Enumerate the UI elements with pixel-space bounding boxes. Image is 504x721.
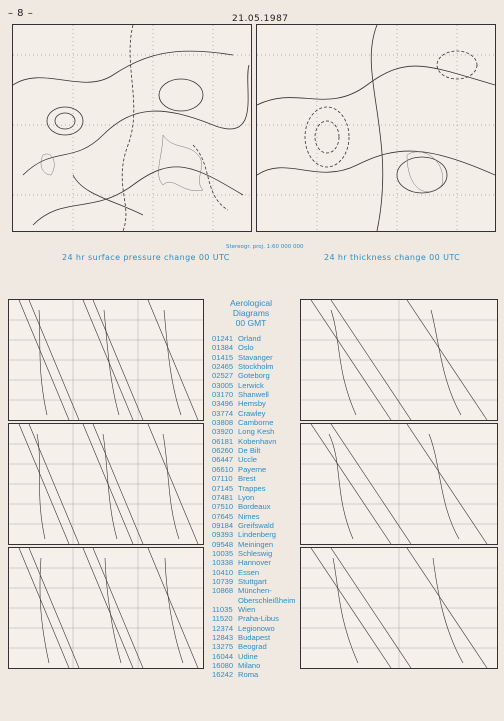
station-name: München- <box>238 586 272 596</box>
station-code: 07510 <box>212 502 234 512</box>
station-name: Oberschleißheim <box>238 595 296 605</box>
station-code: 10739 <box>212 576 234 586</box>
station-code: 01241 <box>212 334 234 343</box>
thickness-map-drawing <box>257 25 495 231</box>
station-row <box>212 549 300 558</box>
station-row <box>212 586 300 595</box>
station-code: 10035 <box>212 548 234 558</box>
station-code: 11520 <box>212 614 233 624</box>
station-name: Lyon <box>238 492 255 502</box>
station-row <box>212 661 300 670</box>
station-row <box>212 381 300 390</box>
station-row <box>212 530 300 539</box>
station-code: 10868 <box>212 586 234 596</box>
station-code: 11035 <box>212 604 233 614</box>
page-number: – 8 – <box>8 8 34 19</box>
aerological-diagram-block-2 <box>8 423 204 545</box>
station-code: 07645 <box>212 511 234 521</box>
pressure-map-drawing <box>13 25 251 231</box>
station-name: Essen <box>238 567 260 577</box>
station-name: Lindenberg <box>238 530 277 540</box>
station-code: 06610 <box>212 464 234 474</box>
station-code: 16080 <box>212 661 234 671</box>
station-name: Stavanger <box>238 352 273 362</box>
sounding-diagram <box>301 424 497 544</box>
title-line-2: Diagrams <box>232 308 270 318</box>
station-name: Camborne <box>238 418 274 428</box>
station-name: Goteborg <box>238 371 270 381</box>
station-row <box>212 642 300 651</box>
station-code: 16044 <box>212 651 234 661</box>
title-line-3: 00 GMT <box>235 318 267 328</box>
station-code: 03920 <box>212 427 234 437</box>
station-name: Udine <box>238 651 258 661</box>
station-name: Crawley <box>238 408 266 418</box>
station-name: Bordeaux <box>238 502 271 512</box>
pressure-map-caption: 24 hr surface pressure change 00 UTC <box>62 253 230 262</box>
station-name: Hemsby <box>238 399 266 409</box>
station-name: Oslo <box>238 343 254 353</box>
sounding-diagram <box>9 548 203 668</box>
station-code: 03170 <box>212 390 234 400</box>
thickness-change-map <box>256 24 496 232</box>
station-row <box>212 390 300 399</box>
station-name: De Bilt <box>238 446 261 456</box>
station-code: 12374 <box>212 623 234 633</box>
station-row <box>212 624 300 633</box>
station-row <box>212 512 300 521</box>
station-name: Nimes <box>238 511 260 521</box>
station-row <box>212 577 300 586</box>
station-row <box>212 334 300 343</box>
station-code: 07110 <box>212 474 233 484</box>
station-name: Brest <box>238 474 256 484</box>
station-name: Schleswig <box>238 548 273 558</box>
station-code: 06260 <box>212 446 234 456</box>
sounding-diagram <box>9 424 203 544</box>
station-name: Orland <box>238 334 261 343</box>
station-name: Shanwell <box>238 390 269 400</box>
station-code: 03496 <box>212 399 234 409</box>
station-row <box>212 446 300 455</box>
station-name: Trappes <box>238 483 266 493</box>
station-code: 07145 <box>212 483 234 493</box>
aerological-diagram-block-3 <box>8 547 204 669</box>
station-row <box>212 540 300 549</box>
station-list <box>212 334 300 680</box>
station-name: Budapest <box>238 633 271 642</box>
station-name: Stuttgart <box>238 576 267 586</box>
station-name: Long Kesh <box>238 427 275 437</box>
station-code: 03005 <box>212 380 234 390</box>
sounding-diagram <box>9 300 203 420</box>
station-name: Hannover <box>238 558 271 568</box>
station-name: Payerne <box>238 464 267 474</box>
station-code: 09548 <box>212 539 234 549</box>
station-name: Beograd <box>238 642 267 652</box>
station-row <box>212 484 300 493</box>
title-line-1: Aerological <box>229 298 273 308</box>
station-row <box>212 455 300 464</box>
station-name: Roma <box>238 670 259 680</box>
aerological-diagram-block-6 <box>300 547 498 669</box>
sounding-diagram <box>301 300 497 420</box>
station-code: 03774 <box>212 408 234 418</box>
station-code: 09393 <box>212 530 234 540</box>
page-date: 21.05.1987 <box>232 14 289 24</box>
station-code <box>212 596 238 605</box>
station-row <box>212 474 300 483</box>
station-row <box>212 418 300 427</box>
station-row <box>212 614 300 623</box>
station-row <box>212 493 300 502</box>
station-name: Milano <box>238 661 261 671</box>
station-row <box>212 409 300 418</box>
station-row <box>212 558 300 567</box>
station-name: Legionowo <box>238 623 275 633</box>
station-code: 16242 <box>212 670 234 680</box>
station-row <box>212 633 300 642</box>
station-code: 03808 <box>212 418 234 428</box>
sounding-diagram <box>301 548 497 668</box>
station-name: Uccle <box>238 455 257 465</box>
station-name: Greifswald <box>238 520 274 530</box>
station-row <box>212 502 300 511</box>
station-row <box>212 605 300 614</box>
thickness-map-caption: 24 hr thickness change 00 UTC <box>324 253 461 262</box>
station-row <box>212 652 300 661</box>
station-code: 07481 <box>212 492 234 502</box>
station-row <box>212 399 300 408</box>
station-row <box>212 437 300 446</box>
station-row <box>212 670 300 679</box>
station-code: 06181 <box>212 436 234 446</box>
station-row <box>212 371 300 380</box>
station-code: 12843 <box>212 633 234 642</box>
station-code: 10338 <box>212 558 234 568</box>
station-name: Praha-Libus <box>238 614 279 624</box>
projection-note: Stereogr. proj. 1:60 000 000 <box>226 244 304 250</box>
station-name: Stockholm <box>238 362 274 372</box>
station-code: 10410 <box>212 567 234 577</box>
station-row <box>212 353 300 362</box>
aerological-diagram-block-1 <box>8 299 204 421</box>
station-code: 02465 <box>212 362 234 372</box>
station-list-panel <box>212 298 300 680</box>
station-name: Wien <box>238 604 256 614</box>
station-code: 13275 <box>212 642 234 652</box>
station-row <box>212 568 300 577</box>
station-list-title <box>202 298 300 328</box>
station-code: 02527 <box>212 371 234 381</box>
station-code: 01415 <box>212 352 234 362</box>
station-name: Kobenhavn <box>238 436 277 446</box>
surface-pressure-change-map <box>12 24 252 232</box>
station-code: 06447 <box>212 455 234 465</box>
aerological-diagram-block-4 <box>300 299 498 421</box>
station-row <box>212 465 300 474</box>
station-row <box>212 521 300 530</box>
station-name: Lerwick <box>238 380 264 390</box>
station-name: Meiningen <box>238 539 274 549</box>
station-code: 09184 <box>212 520 234 530</box>
aerological-diagram-block-5 <box>300 423 498 545</box>
station-row <box>212 596 300 605</box>
station-row <box>212 427 300 436</box>
station-row <box>212 343 300 352</box>
station-code: 01384 <box>212 343 234 353</box>
station-row <box>212 362 300 371</box>
